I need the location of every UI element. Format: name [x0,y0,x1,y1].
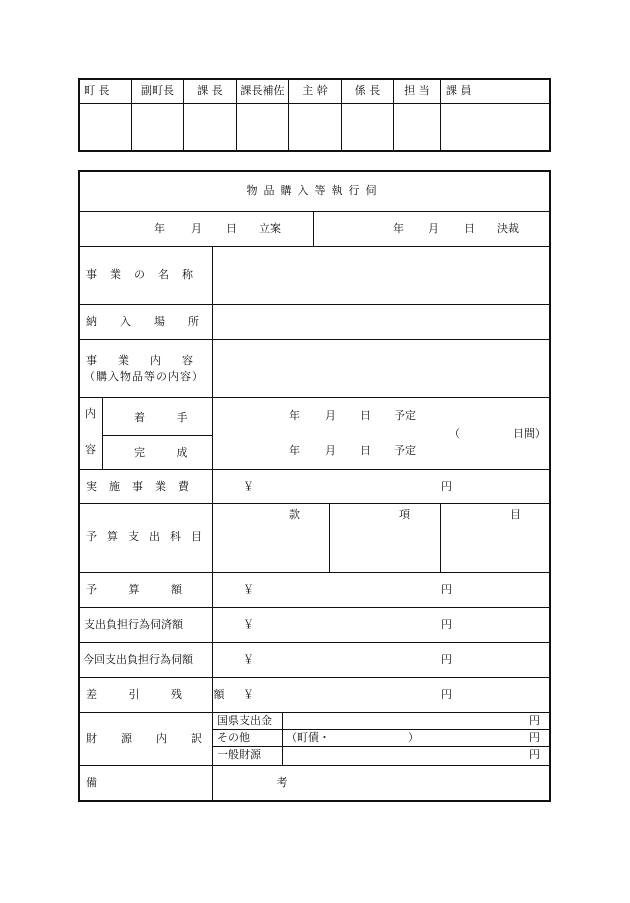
schedule-side-label-bottom: 容 [85,443,96,456]
budget-amount-yen-unit: 円 [441,583,452,596]
start-label: 着 手 [134,411,202,424]
draft-year-label: 年 [154,222,165,235]
funding-general-field[interactable] [284,748,524,763]
budget-amount-yen-symbol: ￥ [243,583,254,596]
decision-month-label: 月 [428,222,439,235]
finish-day-label: 日 [360,444,371,457]
stamp-cell-deputy-mayor[interactable] [132,104,182,150]
approval-header-deputy-mayor: 副町長 [141,84,174,97]
funding-general-yen-unit: 円 [529,748,540,761]
business-name-label: 事業の名称 [86,268,206,281]
approval-header-director: 主 幹 [302,84,328,97]
budget-col-kou: 項 [399,508,410,521]
finish-month-label: 月 [325,444,336,457]
approval-header-section-chief: 課 長 [197,84,223,97]
budget-moku-field[interactable] [442,524,549,571]
spent-yen-symbol: ￥ [243,618,254,631]
funding-row-general: 一般財源 [217,748,261,761]
funding-row-other: その他 [217,731,250,744]
funding-bond-close: ） [408,731,419,744]
current-field[interactable] [258,644,438,676]
budget-kan-field[interactable] [214,524,328,571]
funding-row-national-prefectural: 国県支出金 [217,714,272,727]
stamp-cell-director[interactable] [289,104,340,150]
current-label: 今回支出負担行為伺額 [83,653,193,666]
current-yen-unit: 円 [441,653,452,666]
balance-label: 差 引 残 額 [86,688,239,701]
approval-header-members: 課 員 [446,84,472,97]
schedule-side-label-top: 内 [85,407,96,420]
start-date-field[interactable] [214,400,434,434]
stamp-cell-mayor[interactable] [80,104,130,150]
stamp-cell-members[interactable] [441,104,549,150]
form-title: 物品購入等執行伺 [246,184,383,197]
decision-year-label: 年 [393,222,404,235]
funding-other-field[interactable] [420,731,524,745]
funding-national-yen-unit: 円 [529,714,540,727]
business-content-field[interactable] [214,341,549,396]
start-planned-label: 予定 [394,409,416,422]
balance-yen-unit: 円 [441,688,452,701]
spent-field[interactable] [258,609,438,641]
business-name-field[interactable] [214,248,549,303]
budget-item-label: 予算支出科目 [86,530,212,543]
funding-bond-open: （町債・ [286,731,330,744]
cost-field[interactable] [258,471,438,502]
decision-date-field[interactable] [315,213,549,245]
finish-planned-label: 予定 [394,444,416,457]
finish-year-label: 年 [289,444,300,457]
stamp-cell-assistant-chief[interactable] [237,104,287,150]
cost-yen-unit: 円 [441,480,452,493]
spent-label: 支出負担行為伺済額 [84,618,183,631]
cost-yen-symbol: ￥ [243,480,254,493]
finish-date-field[interactable] [214,436,434,468]
funding-national-field[interactable] [284,714,524,728]
budget-kou-field[interactable] [331,524,439,571]
decision-label: 決裁 [497,222,519,235]
budget-col-kan: 款 [289,508,300,521]
draft-month-label: 月 [191,222,202,235]
start-year-label: 年 [289,409,300,422]
start-day-label: 日 [360,409,371,422]
approval-header-unit-chief: 係 長 [354,84,381,97]
approval-header-assistant-chief: 課長補佐 [240,84,285,97]
budget-col-moku: 目 [510,508,521,521]
cost-label: 実施事業費 [86,480,201,493]
balance-field[interactable] [258,679,438,711]
period-days-field[interactable] [460,420,510,448]
start-month-label: 月 [325,409,336,422]
draft-date-field[interactable] [80,213,312,245]
business-content-sublabel: （購入物品等の内容） [84,370,204,383]
draft-label: 立案 [259,222,281,235]
delivery-place-field[interactable] [214,306,549,338]
remarks-label: 備 考 [86,776,376,789]
approval-header-mayor: 町 長 [84,84,110,97]
funding-label: 財源内訳 [86,732,226,745]
delivery-place-label: 納入場所 [86,315,222,328]
stamp-cell-section-chief[interactable] [184,104,235,150]
current-yen-symbol: ￥ [243,653,254,666]
budget-amount-field[interactable] [258,574,438,606]
draft-day-label: 日 [226,222,237,235]
spent-yen-unit: 円 [441,618,452,631]
period-days-label: 日間） [513,427,546,440]
period-open-paren: （ [449,427,460,440]
stamp-cell-unit-chief[interactable] [342,104,392,150]
budget-amount-label: 予 算 額 [86,583,196,596]
funding-other-yen-unit: 円 [529,731,540,744]
finish-label: 完 成 [134,446,202,459]
decision-day-label: 日 [464,222,475,235]
funding-bond-field[interactable] [330,731,406,745]
approval-header-staff: 担 当 [404,84,430,97]
stamp-cell-staff[interactable] [394,104,439,150]
balance-yen-symbol: ￥ [243,688,254,701]
remarks-field[interactable] [214,767,549,800]
business-content-label: 事業内容 [86,354,214,367]
